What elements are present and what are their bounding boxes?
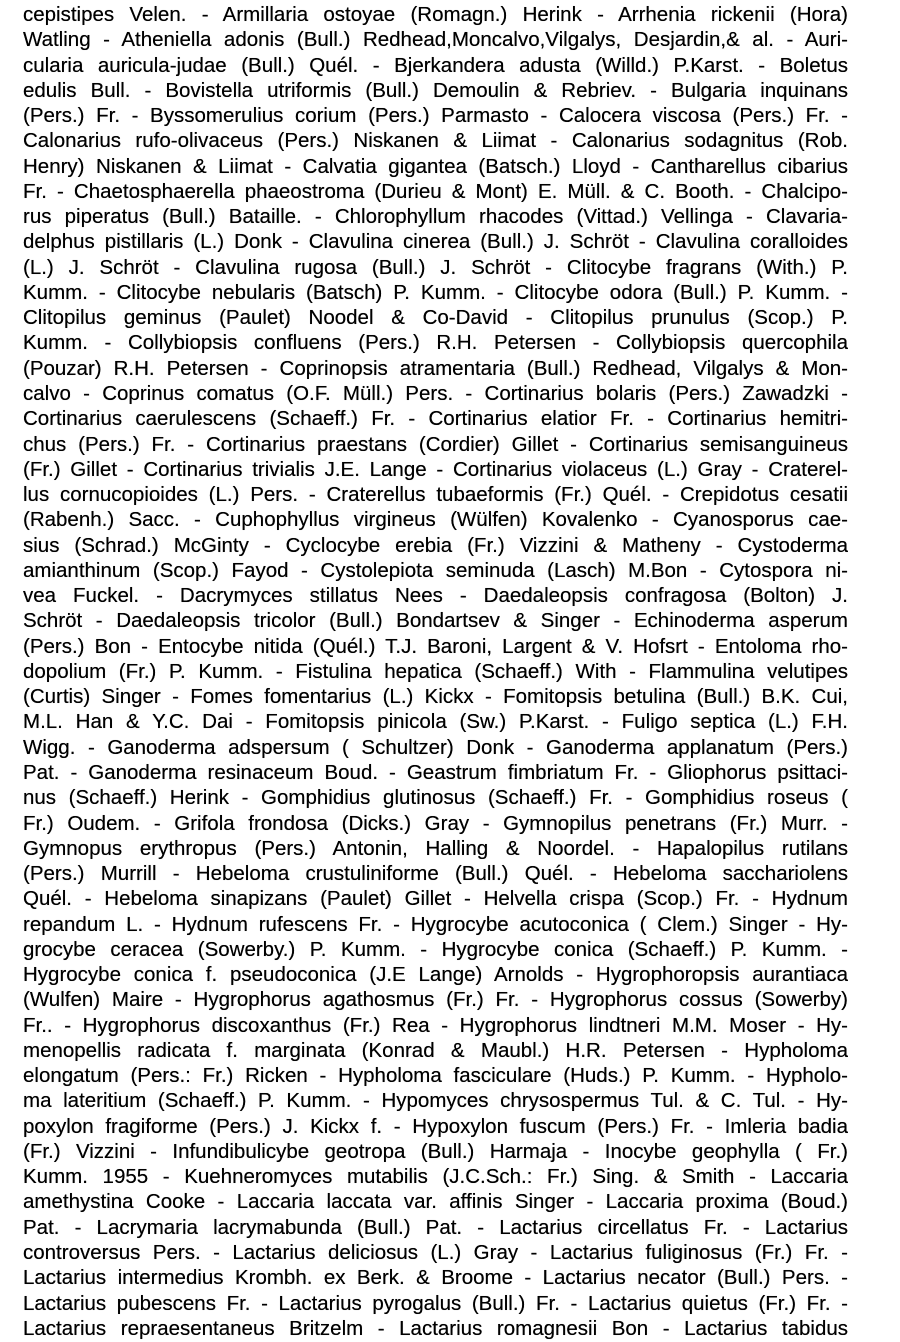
text-line: menopellis radicata f. marginata (Konrad & Maubl.) H.R. Petersen - Hypholoma <box>23 1038 848 1062</box>
text-line: repandum L. - Hydnum rufescens Fr. - Hygrocybe acutoconica ( Clem.) Singer - Hy- <box>23 912 848 936</box>
text-line: (Pers.) Bon - Entocybe nitida (Quél.) T.J. Baroni, Largent & V. Hofsrt - Entoloma rho- <box>23 634 848 658</box>
text-line: vea Fuckel. - Dacrymyces stillatus Nees - Daedaleopsis confragosa (Bolton) J. <box>23 584 848 608</box>
text-line: delphus pistillaris (L.) Donk - Clavulina cinerea (Bull.) J. Schröt - Clavulina coralloides <box>23 230 848 254</box>
text-line: Clitopilus geminus (Paulet) Noodel & Co-David - Clitopilus prunulus (Scop.) P. <box>23 306 848 330</box>
text-line: lus cornucopioides (L.) Pers. - Craterellus tubaeformis (Fr.) Quél. - Crepidotus cesatii <box>23 483 848 507</box>
text-line: calvo - Coprinus comatus (O.F. Müll.) Pers. - Cortinarius bolaris (Pers.) Zawadzki - <box>23 381 848 405</box>
text-line: Hygrocybe conica f. pseudoconica (J.E Lange) Arnolds - Hygrophoropsis aurantiaca <box>23 963 848 987</box>
text-line: Fr.. - Hygrophorus discoxanthus (Fr.) Rea - Hygrophorus lindtneri M.M. Moser - Hy- <box>23 1013 848 1037</box>
text-line: Lactarius repraesentaneus Britzelm - Lactarius romagnesii Bon - Lactarius tabidus <box>23 1316 848 1340</box>
text-line: edulis Bull. - Bovistella utriformis (Bull.) Demoulin & Rebriev. - Bulgaria inquinans <box>23 78 848 102</box>
text-line: Fr. - Chaetosphaerella phaeostroma (Durieu & Mont) E. Müll. & C. Booth. - Chalcipo- <box>23 179 848 203</box>
text-line: controversus Pers. - Lactarius deliciosus (L.) Gray - Lactarius fuliginosus (Fr.) Fr. - <box>23 1241 848 1265</box>
text-line: (Rabenh.) Sacc. - Cuphophyllus virgineus (Wülfen) Kovalenko - Cyanosporus cae- <box>23 508 848 532</box>
text-line: Calonarius rufo-olivaceus (Pers.) Niskanen & Liimat - Calonarius sodagnitus (Rob. <box>23 129 848 153</box>
text-line: Schröt - Daedaleopsis tricolor (Bull.) Bondartsev & Singer - Echinoderma asperum <box>23 609 848 633</box>
text-line: (Pers.) Murrill - Hebeloma crustuliniforme (Bull.) Quél. - Hebeloma sacchariolens <box>23 862 848 886</box>
text-line: (Wulfen) Maire - Hygrophorus agathosmus (Fr.) Fr. - Hygrophorus cossus (Sowerby) <box>23 988 848 1012</box>
text-line: (Fr.) Gillet - Cortinarius trivialis J.E. Lange - Cortinarius violaceus (L.) Gray - Craterel- <box>23 457 848 481</box>
text-line: rus piperatus (Bull.) Bataille. - Chlorophyllum rhacodes (Vittad.) Vellinga - Clavaria- <box>23 205 848 229</box>
text-line: cepistipes Velen. - Armillaria ostoyae (Romagn.) Herink - Arrhenia rickenii (Hora) <box>23 3 848 26</box>
text-line: nus (Schaeff.) Herink - Gomphidius glutinosus (Schaeff.) Fr. - Gomphidius roseus ( <box>23 786 848 810</box>
text-line: chus (Pers.) Fr. - Cortinarius praestans (Cordier) Gillet - Cortinarius semisanguineus <box>23 432 848 456</box>
text-line: Cortinarius caerulescens (Schaeff.) Fr. - Cortinarius elatior Fr. - Cortinarius hemitri- <box>23 407 848 431</box>
text-line: Lactarius intermedius Krombh. ex Berk. & Broome - Lactarius necator (Bull.) Pers. - <box>23 1266 848 1290</box>
text-line: (Fr.) Vizzini - Infundibulicybe geotropa (Bull.) Harmaja - Inocybe geophylla ( Fr.) <box>23 1139 848 1163</box>
text-line: Quél. - Hebeloma sinapizans (Paulet) Gillet - Helvella crispa (Scop.) Fr. - Hydnum <box>23 887 848 911</box>
text-line: Kumm. - Collybiopsis confluens (Pers.) R.H. Petersen - Collybiopsis quercophila <box>23 331 848 355</box>
text-line: (L.) J. Schröt - Clavulina rugosa (Bull.) J. Schröt - Clitocybe fragrans (With.) P. <box>23 255 848 279</box>
text-line: Henry) Niskanen & Liimat - Calvatia gigantea (Batsch.) Lloyd - Cantharellus cibarius <box>23 154 848 178</box>
text-line: cularia auricula-judae (Bull.) Quél. - Bjerkandera adusta (Willd.) P.Karst. - Boletus <box>23 53 848 77</box>
species-list <box>23 2 848 1341</box>
text-line: Fr.) Oudem. - Grifola frondosa (Dicks.) Gray - Gymnopilus penetrans (Fr.) Murr. - <box>23 811 848 835</box>
text-line: Kumm. 1955 - Kuehneromyces mutabilis (J.C.Sch.: Fr.) Sing. & Smith - Laccaria <box>23 1165 848 1189</box>
text-line: M.L. Han & Y.C. Dai - Fomitopsis pinicola (Sw.) P.Karst. - Fuligo septica (L.) F.H. <box>23 710 848 734</box>
text-line: Gymnopus erythropus (Pers.) Antonin, Halling & Noordel. - Hapalopilus rutilans <box>23 836 848 860</box>
text-line: Watling - Atheniella adonis (Bull.) Redhead,Moncalvo,Vilgalys, Desjardin,& al. - Auri- <box>23 28 848 52</box>
text-line: Pat. - Lacrymaria lacrymabunda (Bull.) Pat. - Lactarius circellatus Fr. - Lactarius <box>23 1215 848 1239</box>
text-line: grocybe ceracea (Sowerby.) P. Kumm. - Hygrocybe conica (Schaeff.) P. Kumm. - <box>23 937 848 961</box>
text-line: elongatum (Pers.: Fr.) Ricken - Hypholoma fasciculare (Huds.) P. Kumm. - Hypholo- <box>23 1064 848 1088</box>
text-line: (Curtis) Singer - Fomes fomentarius (L.) Kickx - Fomitopsis betulina (Bull.) B.K. Cui, <box>23 685 848 709</box>
text-line: (Pouzar) R.H. Petersen - Coprinopsis atramentaria (Bull.) Redhead, Vilgalys & Mon- <box>23 356 848 380</box>
text-line: Kumm. - Clitocybe nebularis (Batsch) P. Kumm. - Clitocybe odora (Bull.) P. Kumm. - <box>23 280 848 304</box>
text-line: amianthinum (Scop.) Fayod - Cystolepiota seminuda (Lasch) M.Bon - Cytospora ni- <box>23 558 848 582</box>
text-line: dopolium (Fr.) P. Kumm. - Fistulina hepatica (Schaeff.) With - Flammulina velutipes <box>23 659 848 683</box>
text-line: poxylon fragiforme (Pers.) J. Kickx f. - Hypoxylon fuscum (Pers.) Fr. - Imleria badia <box>23 1114 848 1138</box>
text-line: Pat. - Ganoderma resinaceum Boud. - Geastrum fimbriatum Fr. - Gliophorus psittaci- <box>23 760 848 784</box>
text-line: Wigg. - Ganoderma adspersum ( Schultzer) Donk - Ganoderma applanatum (Pers.) <box>23 735 848 759</box>
text-line: Lactarius pubescens Fr. - Lactarius pyrogalus (Bull.) Fr. - Lactarius quietus (Fr.) Fr. - <box>23 1291 848 1315</box>
text-line: ma lateritium (Schaeff.) P. Kumm. - Hypomyces chrysospermus Tul. & C. Tul. - Hy- <box>23 1089 848 1113</box>
text-line: (Pers.) Fr. - Byssomerulius corium (Pers.) Parmasto - Calocera viscosa (Pers.) Fr. - <box>23 104 848 128</box>
text-line: sius (Schrad.) McGinty - Cyclocybe erebia (Fr.) Vizzini & Matheny - Cystoderma <box>23 533 848 557</box>
text-line: amethystina Cooke - Laccaria laccata var. affinis Singer - Laccaria proxima (Boud.) <box>23 1190 848 1214</box>
